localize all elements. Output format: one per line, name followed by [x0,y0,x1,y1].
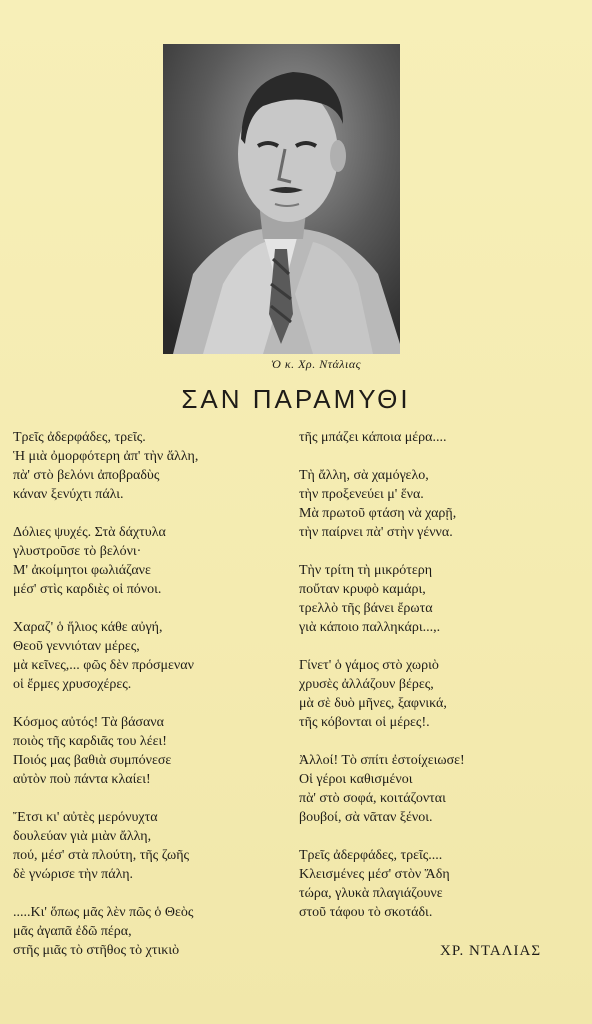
photo-caption-text: Ὁ κ. Χρ. Ντάλιας [271,357,361,371]
poem-line: μᾶς ἀγαπᾶ ἐδῶ πέρα, [13,924,132,939]
stanza [13,713,288,789]
poem-line: γιὰ κάποιο παλληκάρι...,. [299,620,441,635]
poem-line: δουλεύαν γιὰ μιὰν ἄλλη, [13,829,152,844]
poem-line: μὰ κεῖνες,... φῶς δὲν πρόσμεναν [13,658,194,673]
poem-line: δὲ γνώρισε τὴν πάλη. [13,867,134,882]
poem-line: Τρεῖς ἀδερφάδες, τρεῖς.... [299,848,443,863]
stanza [299,846,579,922]
poem-column-left [13,428,288,979]
poem-line: Κλεισμένες μέσ' στὸν Ἅδη [299,867,450,882]
poem-line: τρελλὸ τῆς βάνει ἔρωτα [299,601,433,616]
poem-line: Θεοῦ γεννιόταν μέρες, [13,639,140,654]
poem-line: στοῦ τάφου τὸ σκοτάδι. [299,905,433,920]
poem-line: βουβοί, σὰ νᾶταν ξένοι. [299,810,433,825]
portrait-image [163,44,400,354]
poem-line: .....Κι' ὅπως μᾶς λὲν πῶς ὁ Θεὸς [13,905,194,920]
poem-line: τώρα, γλυκὰ πλαγιάζουνε [299,886,443,901]
poem-line: Μὰ πρωτοῦ φτάση νὰ χαρῇ, [299,506,457,521]
poem-column-right [299,428,579,941]
stanza [299,751,579,827]
poem-line: τῆς μπάζει κάποια μέρα.... [299,430,447,445]
poem-line: τὴν παίρνει πὰ' στὴν γέννα. [299,525,453,540]
poem-line: Ἡ μιὰ ὀμορφότερη ἀπ' τὴν ἄλλη, [13,449,199,464]
poem-title: ΣΑΝ ΠΑΡΑΜΥΘΙ [181,384,411,414]
poem-line: Γίνετ' ὁ γάμος στὸ χωριὸ [299,658,439,673]
poem-line: κάναν ξενύχτι πάλι. [13,487,124,502]
poem-line: αὐτὸν ποὺ πάντα κλαίει! [13,772,151,787]
poem-line: χρυσὲς ἀλλάζουν βέρες, [299,677,434,692]
poem-line: πὰ' στὸ βελόνι ἀποβραδὺς [13,468,160,483]
poem-line: Τὴν τρίτη τὴ μικρότερη [299,563,433,578]
poem-line: Χαραζ' ὁ ἥλιος κάθε αὐγή, [13,620,163,635]
poem-line: ποιὸς τῆς καρδιᾶς του λέει! [13,734,167,749]
stanza [299,656,579,732]
stanza [299,466,579,542]
stanza [13,903,288,960]
stanza [299,561,579,637]
poem-line: τὴν προξενεύει μ' ἕνα. [299,487,424,502]
poem-line: Τὴ ἄλλη, σὰ χαμόγελο, [299,468,429,483]
stanza [13,618,288,694]
poem-line: Μ' ἀκοίμητοι φωλιάζανε [13,563,151,578]
poem-line: Ποιός μας βαθιὰ συμπόνεσε [13,753,172,768]
poem-line: πού, μέσ' στὰ πλούτη, τῆς ζωῆς [13,848,190,863]
poem-line: μὰ σὲ δυὸ μῆνες, ξαφνικά, [299,696,447,711]
poem-line: Οἱ γέροι καθισμένοι [299,772,413,787]
poem-line: οἱ ἔρμες χρυσοχέρες. [13,677,132,692]
poem-line: Ἔτσι κι' αὐτὲς μερόνυχτα [13,810,158,825]
poem-line: γλυστροῦσε τὸ βελόνι· [13,544,142,559]
poem-line: Ἀλλοί! Τὸ σπίτι ἐστοίχειωσε! [299,753,465,768]
poem-line: τῆς κόβονται οἱ μέρες!. [299,715,430,730]
author-portrait-photo [163,44,400,354]
poem-line: Δόλιες ψυχές. Στὰ δάχτυλα [13,525,166,540]
poem-line: ποὔταν κρυφὸ καμάρι, [299,582,426,597]
author-signature: ΧΡ. ΝΤΑΛΙΑΣ [440,943,542,959]
poem-line: στῆς μιᾶς τὸ στῆθος τὸ χτικιὸ [13,943,180,958]
photo-caption [0,357,592,372]
stanza [13,428,288,504]
poem-line: Κόσμος αὐτός! Τὰ βάσανα [13,715,164,730]
poem-line: Τρεῖς ἀδερφάδες, τρεῖς. [13,430,146,445]
stanza [13,808,288,884]
poem-line: μέσ' στὶς καρδιὲς οἱ πόνοι. [13,582,162,597]
stanza [13,523,288,599]
poem-line: πὰ' στὸ σοφά, κοιτάζονται [299,791,446,806]
stanza [299,428,579,447]
